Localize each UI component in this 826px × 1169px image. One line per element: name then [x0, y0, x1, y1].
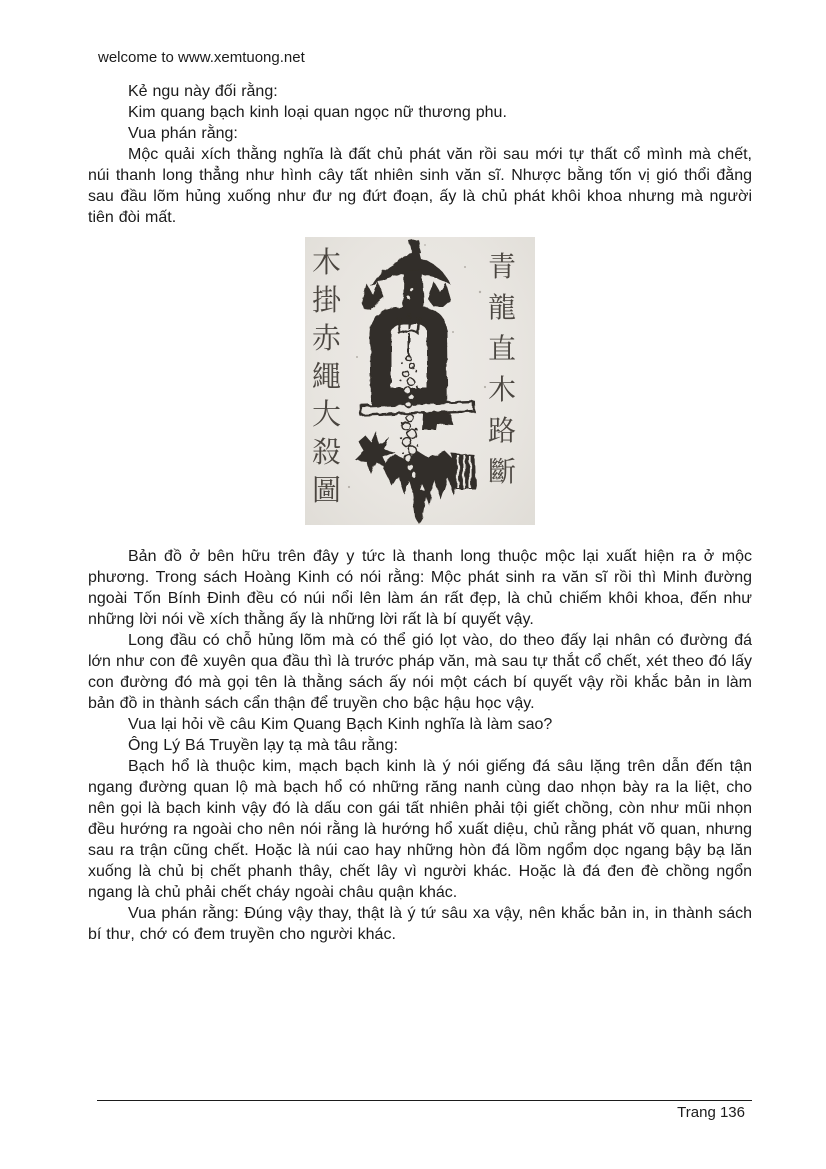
- figure-right-char: 路: [488, 414, 517, 447]
- figure-left-char: 殺: [312, 435, 342, 469]
- figure-left-char: 木: [312, 245, 342, 279]
- body-paragraph: Vua phán rằng: Đúng vậy thay, thật là ý tứ sâu xa vậy, nên khắc bản in, in thành sách bí thư, chớ có đem truyền cho người khác.: [88, 905, 752, 943]
- talisman-trident: [397, 314, 420, 361]
- figure-left-char: 繩: [312, 359, 342, 393]
- figure-right-char: 直: [488, 332, 517, 365]
- figure-left-caption: [312, 245, 342, 507]
- body-paragraph: Bản đồ ở bên hữu trên đây y tức là thanh long thuộc mộc lại xuất hiện ra ở mộc phương. Trong sách Hoàng Kinh có nói rằng: Mộc phát sinh ra văn sĩ rồi thì Minh đường ngoài Tốn Bính Đinh đều có núi nổi lên làm án rất đẹp, là chủ chiếm khôi khoa, đến như những lời nói về xích thằng ấy là những lời rất là bí quyết vậy.: [88, 548, 752, 628]
- body-paragraph: Kim quang bạch kinh loại quan ngọc nữ thương phu.: [128, 104, 507, 121]
- figure-right-caption: [488, 250, 517, 488]
- talisman-ink: [355, 239, 476, 524]
- body-paragraph: Kẻ ngu này đối rằng:: [128, 83, 278, 100]
- figure-right-char: 龍: [488, 291, 517, 324]
- body-paragraph: Long đầu có chỗ hủng lõm mà có thể gió lọt vào, do theo đấy lại nhân có đường đá lớn như con đê xuyên qua đầu thì là trước pháp văn, mà sau tự thắt cổ chết, xét theo đó lấy con đường đó mà gọi tên là thằng sách ấy nói một cách bí quyết vậy rồi khắc bản in làm bản đồ in thành sách cẩn thận để truyền cho bậc hậu học vậy.: [88, 632, 752, 712]
- footer-divider: [97, 1100, 752, 1101]
- figure-right-char: 青: [488, 250, 517, 283]
- figure-right-char: 木: [488, 373, 517, 406]
- talisman-right-ear: [428, 282, 451, 307]
- figure-right-char: 斷: [488, 455, 517, 488]
- figure-left-char: 赤: [312, 321, 342, 355]
- talisman-figure: [305, 237, 535, 525]
- page-content: [88, 48, 752, 945]
- talisman-bottom-spike: [412, 489, 428, 524]
- talisman-left-ear: [362, 282, 384, 310]
- figure-left-char: 大: [312, 397, 342, 431]
- header-url-text: welcome to www.xemtuong.net: [98, 49, 305, 66]
- body-paragraph: Ông Lý Bá Truyền lạy tạ mà tâu rằng:: [128, 737, 398, 754]
- body-paragraph: Vua lại hỏi về câu Kim Quang Bạch Kinh nghĩa là làm sao?: [128, 716, 553, 733]
- figure-left-char: 掛: [312, 283, 342, 317]
- footer-page-number: Trang 136: [677, 1104, 745, 1121]
- body-paragraph: Vua phán rằng:: [128, 125, 238, 142]
- figure-left-char: 圖: [312, 473, 342, 507]
- body-paragraph: Bạch hổ là thuộc kim, mạch bạch kinh là ý nói giếng đá sâu lặng trên dẫn đến tận ngang đường quan lộ mà bạch hổ có những răng nanh cùng dao nhọn bày ra la liệt, cho nên gọi là bạch kinh vậy đó là dấu con gái tất nhiên phải tội giết chồng, còn như mũi nhọn đều hướng ra ngoài cho nên nói rằng là hướng hổ xuất diệu, chủ rằng phát võ quan, nhưng sau ra trận cũng chết. Hoặc là núi cao hay những hòn đá lồm ngổm dọc ngang bậy bạ lăn xuống là chủ bị chết phanh thây, chết lây vì người khác. Hoặc là đá đen đè chồng ngổn ngang là chủ phải chết cháy ngoài châu quận khác.: [88, 758, 752, 901]
- talisman-foot: [422, 413, 453, 430]
- body-paragraph: Mộc quải xích thằng nghĩa là đất chủ phát văn rồi sau mới tự thất cổ mình mà chết, núi thanh long thẳng như hình cây tất nhiên sinh văn sĩ. Nhược bằng tốn vị gió thổi đằng sau đầu lõm hủng xuống như đư ng đứt đoạn, ấy là chủ phát khôi khoa nhưng mà người tiên đòi mất.: [88, 146, 752, 226]
